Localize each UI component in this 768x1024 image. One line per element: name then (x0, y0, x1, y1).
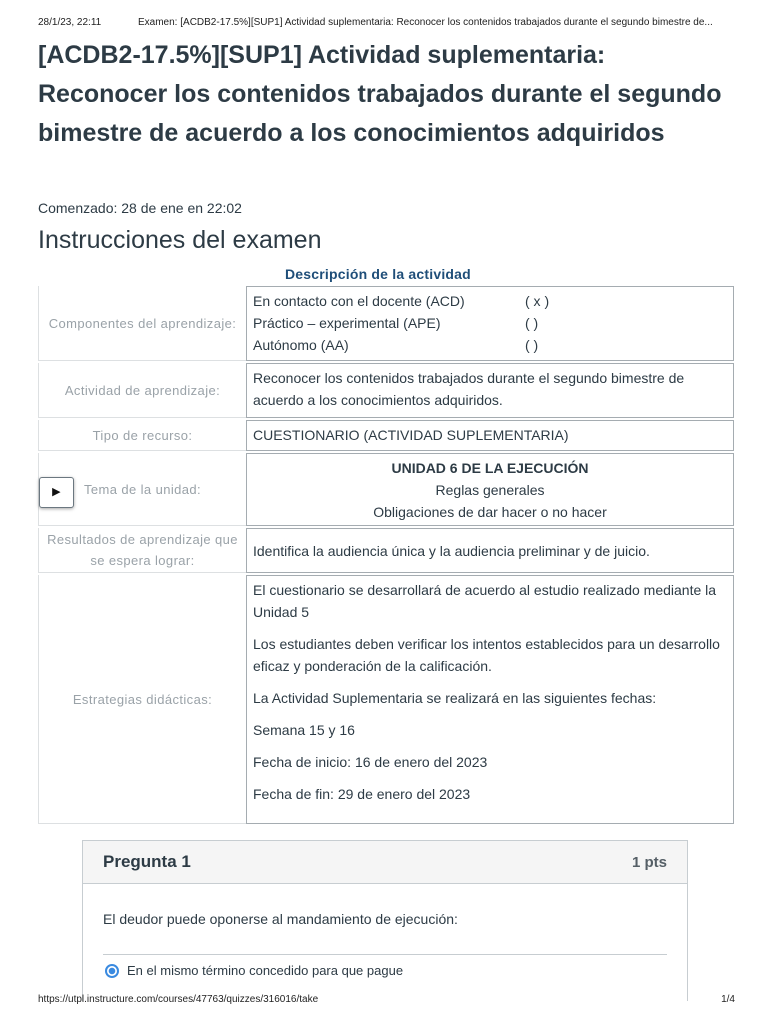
print-datetime: 28/1/23, 22:11 (38, 17, 102, 28)
expected-results-value (246, 528, 734, 573)
resource-type-value: CUESTIONARIO (ACTIVIDAD SUPLEMENTARIA) (246, 420, 734, 451)
row-components (38, 286, 734, 361)
strategy-paragraph: Fecha de inicio: 16 de enero del 2023 (253, 754, 488, 770)
strategy-paragraph: Semana 15 y 16 (253, 722, 355, 738)
components-value (246, 286, 734, 361)
strategies-value (246, 575, 734, 824)
component-line (253, 312, 727, 334)
strategies-label: Estrategias didácticas: (38, 575, 246, 823)
component-line (253, 334, 727, 356)
component-mark: ( ) (525, 337, 539, 353)
strategy-paragraph: La Actividad Suplementaria se realizará en las siguientes fechas: (253, 690, 657, 706)
resource-type-label: Tipo de recurso: (38, 420, 246, 450)
print-header (38, 17, 738, 28)
question-points: 1 pts (631, 853, 667, 871)
strategy-paragraph: Fecha de fin: 29 de enero del 2023 (253, 786, 471, 802)
started-timestamp: Comenzado: 28 de ene en 22:02 (38, 200, 242, 216)
row-unit-topic (38, 453, 734, 526)
activity-table (38, 286, 734, 824)
components-label: Componentes del aprendizaje: (38, 286, 246, 360)
component-name: Autónomo (AA) (253, 337, 349, 353)
print-page-title: Examen: [ACDB2-17.5%][SUP1] Actividad suplementaria: Reconocer los contenidos trabajados durante el segundo bimestre de... (138, 17, 713, 28)
question-card (82, 840, 688, 1001)
row-expected-results (38, 528, 734, 573)
component-mark: ( x ) (525, 293, 550, 309)
print-url: https://utpl.instructure.com/courses/47763/quizzes/316016/take (38, 994, 319, 1005)
expected-results-label: Resultados de aprendizaje que se espera lograr: (38, 528, 246, 572)
question-text: El deudor puede oponerse al mandamiento de ejecución: (103, 911, 458, 927)
component-mark: ( ) (525, 315, 539, 331)
question-header (83, 841, 687, 884)
print-page-number: 1/4 (721, 994, 735, 1005)
unit-topic-value (246, 453, 734, 526)
row-learning-activity (38, 363, 734, 418)
unit-topic-line: Obligaciones de dar hacer o no hacer (373, 504, 607, 520)
question-title: Pregunta 1 (103, 852, 191, 871)
answer-divider (103, 954, 667, 955)
component-name: En contacto con el docente (ACD) (253, 293, 465, 309)
unit-topic-line: Reglas generales (435, 482, 545, 498)
answer-option[interactable] (105, 963, 403, 978)
play-button[interactable] (39, 477, 74, 508)
learning-activity-label: Actividad de aprendizaje: (38, 363, 246, 417)
unit-title: UNIDAD 6 DE LA EJECUCIÓN (391, 460, 589, 476)
component-line (253, 290, 727, 312)
strategy-paragraph: Los estudiantes deben verificar los intentos establecidos para un desarrollo eficaz y ponderación de la calificación. (253, 636, 720, 674)
print-footer (38, 994, 735, 1005)
learning-activity-value: Reconocer los contenidos trabajados durante el segundo bimestre de acuerdo a los conocimientos adquiridos. (246, 363, 734, 418)
unit-topic-label-text: Tema de la unidad: (83, 481, 202, 497)
radio-selected-icon[interactable] (105, 964, 119, 978)
expected-results-text: Identifica la audiencia única y la audiencia preliminar y de juicio. (253, 542, 650, 559)
row-strategies (38, 575, 734, 824)
page-title: [ACDB2-17.5%][SUP1] Actividad suplementaria: Reconocer los contenidos trabajados durante el segundo bimestre de acuerdo a los conocimientos adquiridos (38, 41, 722, 147)
play-icon: ▶ (52, 486, 61, 498)
unit-topic-label (38, 453, 246, 525)
activity-description-caption: Descripción de la actividad (285, 266, 471, 282)
instructions-heading: Instrucciones del examen (38, 226, 322, 254)
strategy-paragraph: El cuestionario se desarrollará de acuerdo al estudio realizado mediante la Unidad 5 (253, 582, 717, 620)
component-name: Práctico – experimental (APE) (253, 315, 441, 331)
answer-label: En el mismo término concedido para que pague (127, 963, 404, 978)
row-resource-type (38, 420, 734, 451)
